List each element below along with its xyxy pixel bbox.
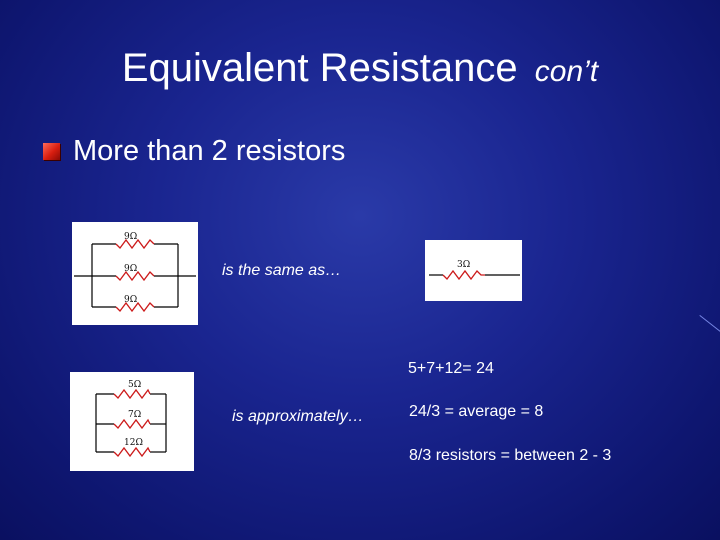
resistor-label: 12Ω xyxy=(124,438,143,448)
resistor-label: 9Ω xyxy=(124,264,138,274)
title-sub: con’t xyxy=(534,55,599,88)
resistor-label: 9Ω xyxy=(124,295,138,305)
resistor-label: 3Ω xyxy=(457,260,471,270)
calc-line-3: 8/3 resistors = between 2 - 3 xyxy=(409,447,612,464)
bullet-text: More than 2 resistors xyxy=(73,135,346,167)
title-main: Equivalent Resistance xyxy=(121,46,518,90)
resistor-zigzag xyxy=(114,448,150,456)
resistor-zigzag xyxy=(114,420,150,428)
resistor-label: 5Ω xyxy=(128,380,142,390)
calc-line-1: 5+7+12= 24 xyxy=(408,360,494,377)
resistor-zigzag xyxy=(443,271,485,279)
approx-text: is approximately… xyxy=(232,408,364,425)
slide-title xyxy=(0,44,720,96)
decorative-streak xyxy=(699,315,720,340)
parallel-circuit-top xyxy=(72,222,198,325)
same-as-text: is the same as… xyxy=(222,262,342,279)
equivalent-circuit xyxy=(425,240,522,301)
resistor-zigzag xyxy=(114,390,150,398)
resistor-label: 9Ω xyxy=(124,232,138,242)
parallel-circuit-bottom xyxy=(70,372,194,471)
bullet-square-icon xyxy=(43,143,60,160)
bullet-item xyxy=(43,133,345,169)
calc-line-2: 24/3 = average = 8 xyxy=(409,403,544,420)
resistor-label: 7Ω xyxy=(128,410,142,420)
